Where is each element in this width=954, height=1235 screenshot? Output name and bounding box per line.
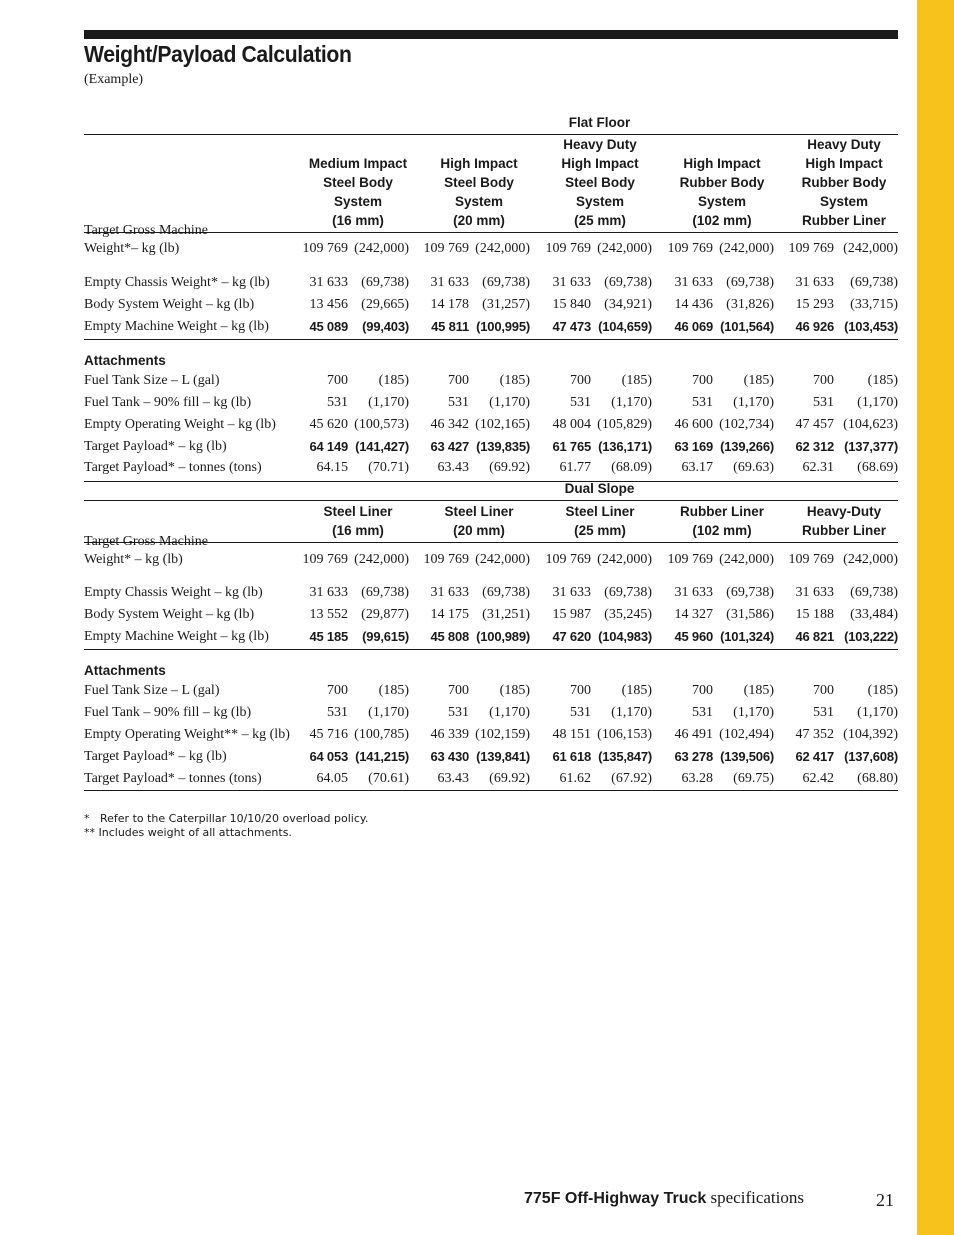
target-gross-weight-col-3-metric: 109 769 — [545, 241, 591, 256]
column-header-line: (25 mm) — [574, 523, 626, 538]
target-gross-weight-label-line2: Weight*– kg (lb) — [84, 241, 180, 256]
target-gross-weight-col-1-metric: 109 769 — [302, 241, 348, 256]
empty-chassis-weight-col-5-metric: 31 633 — [795, 275, 834, 290]
target-payload-tonnes-col-4-metric: 63.17 — [681, 460, 713, 475]
fuel-tank-fill-col-5-metric: 531 — [813, 395, 834, 410]
column-header-line: Heavy-Duty — [806, 504, 882, 519]
page-subtitle: (Example) — [84, 72, 144, 87]
body-system-weight-label: Body System Weight – kg (lb) — [84, 297, 255, 312]
page-title: Weight/Payload Calculation — [84, 41, 352, 67]
empty-machine-weight-col-3-imperial: (104,659) — [598, 319, 652, 334]
fuel-tank-size-col-4-metric: 700 — [692, 373, 713, 388]
column-header-line: (102 mm) — [692, 523, 752, 538]
empty-operating-weight-col-2-metric: 46 339 — [430, 727, 469, 742]
column-header-line: System — [697, 194, 747, 209]
fuel-tank-size-col-4-imperial: (185) — [743, 373, 774, 388]
empty-machine-weight-col-2-imperial: (100,989) — [476, 629, 530, 644]
empty-machine-weight-col-4-imperial: (101,324) — [720, 629, 774, 644]
target-gross-weight-col-1-imperial: (242,000) — [354, 552, 409, 567]
table-bottom-rule — [84, 481, 898, 482]
target-gross-weight-col-2-metric: 109 769 — [423, 241, 469, 256]
fuel-tank-size-col-2-metric: 700 — [448, 373, 469, 388]
column-header-3 — [540, 502, 661, 540]
target-gross-weight-col-1-metric: 109 769 — [302, 552, 348, 567]
target-payload-tonnes-label: Target Payload* – tonnes (tons) — [84, 460, 262, 475]
target-payload-tonnes-col-5-metric: 62.42 — [802, 771, 834, 786]
fuel-tank-size-col-5-metric: 700 — [813, 373, 834, 388]
empty-chassis-weight-col-5-metric: 31 633 — [795, 585, 834, 600]
fuel-tank-fill-col-3-imperial: (1,170) — [611, 705, 652, 720]
empty-operating-weight-col-5-metric: 47 457 — [795, 417, 834, 432]
target-payload-tonnes-col-1-imperial: (70.71) — [368, 460, 409, 475]
column-header-line: High Impact — [683, 156, 761, 171]
target-payload-kg-col-1-imperial: (141,427) — [355, 439, 409, 454]
target-payload-tonnes-col-2-metric: 63.43 — [437, 771, 469, 786]
fuel-tank-fill-row — [84, 395, 898, 417]
target-gross-weight-col-3-metric: 109 769 — [545, 552, 591, 567]
fuel-tank-fill-label: Fuel Tank – 90% fill – kg (lb) — [84, 395, 252, 410]
group-rule — [84, 134, 898, 135]
fuel-tank-size-col-4-imperial: (185) — [743, 683, 774, 698]
column-header-line: System — [819, 194, 869, 209]
empty-operating-weight-col-2-metric: 46 342 — [430, 417, 469, 432]
empty-machine-weight-col-3-imperial: (104,983) — [598, 629, 652, 644]
target-payload-kg-label: Target Payload* – kg (lb) — [84, 749, 227, 764]
empty-operating-weight-row — [84, 727, 898, 749]
target-payload-kg-col-2-imperial: (139,841) — [476, 749, 530, 764]
empty-machine-weight-col-3-metric: 47 473 — [552, 319, 591, 334]
target-payload-kg-col-2-imperial: (139,835) — [476, 439, 530, 454]
fuel-tank-fill-col-5-imperial: (1,170) — [857, 705, 898, 720]
empty-machine-weight-col-1-imperial: (99,615) — [362, 629, 409, 644]
empty-operating-weight-col-3-imperial: (106,153) — [597, 727, 652, 742]
target-payload-kg-col-2-metric: 63 430 — [430, 749, 469, 764]
body-system-weight-col-5-metric: 15 293 — [795, 297, 834, 312]
empty-operating-weight-col-2-imperial: (102,165) — [475, 417, 530, 432]
column-header-line: Rubber Liner — [801, 213, 886, 228]
group-title: Dual Slope — [564, 481, 635, 496]
empty-operating-weight-col-4-imperial: (102,494) — [719, 727, 774, 742]
fuel-tank-size-col-5-imperial: (185) — [867, 683, 898, 698]
column-header-line: (25 mm) — [574, 213, 626, 228]
target-payload-tonnes-label: Target Payload* – tonnes (tons) — [84, 771, 262, 786]
empty-operating-weight-label: Empty Operating Weight** – kg (lb) — [84, 727, 290, 742]
column-header-line: Heavy Duty — [807, 137, 881, 152]
body-system-weight-col-3-metric: 15 840 — [552, 297, 591, 312]
empty-chassis-weight-col-4-metric: 31 633 — [674, 275, 713, 290]
target-gross-weight-col-4-imperial: (242,000) — [719, 241, 774, 256]
target-payload-kg-col-5-imperial: (137,377) — [844, 439, 898, 454]
empty-operating-weight-col-5-imperial: (104,392) — [843, 727, 898, 742]
empty-machine-weight-col-4-metric: 45 960 — [674, 629, 713, 644]
fuel-tank-fill-col-2-imperial: (1,170) — [489, 395, 530, 410]
attachments-title: Attachments — [84, 663, 166, 678]
body-system-weight-col-2-metric: 14 178 — [430, 297, 469, 312]
column-header-4 — [662, 502, 783, 540]
body-system-weight-col-2-imperial: (31,251) — [482, 607, 530, 622]
target-payload-kg-col-1-imperial: (141,215) — [355, 749, 409, 764]
empty-machine-weight-col-5-imperial: (103,222) — [844, 629, 898, 644]
fuel-tank-fill-col-1-metric: 531 — [327, 395, 348, 410]
target-gross-weight-col-1-imperial: (242,000) — [354, 241, 409, 256]
fuel-tank-fill-col-1-metric: 531 — [327, 705, 348, 720]
column-header-line: (20 mm) — [453, 213, 505, 228]
body-system-weight-col-3-imperial: (34,921) — [604, 297, 652, 312]
target-payload-tonnes-col-2-imperial: (69.92) — [489, 460, 530, 475]
fuel-tank-fill-col-4-metric: 531 — [692, 395, 713, 410]
empty-machine-weight-col-1-metric: 45 089 — [309, 319, 348, 334]
body-system-weight-row — [84, 297, 898, 319]
fuel-tank-fill-col-5-metric: 531 — [813, 705, 834, 720]
empty-chassis-weight-col-3-metric: 31 633 — [552, 585, 591, 600]
target-gross-weight-col-5-metric: 109 769 — [788, 241, 834, 256]
empty-operating-weight-col-5-metric: 47 352 — [795, 727, 834, 742]
group-rule — [84, 500, 898, 501]
target-payload-kg-col-3-imperial: (136,171) — [598, 439, 652, 454]
column-header-line: Rubber Liner — [679, 504, 764, 519]
empty-machine-weight-label: Empty Machine Weight – kg (lb) — [84, 629, 269, 644]
target-payload-tonnes-col-1-metric: 64.05 — [316, 771, 348, 786]
fuel-tank-fill-col-3-metric: 531 — [570, 395, 591, 410]
empty-machine-weight-col-4-imperial: (101,564) — [720, 319, 774, 334]
body-system-weight-col-4-metric: 14 327 — [674, 607, 713, 622]
empty-machine-weight-col-5-metric: 46 821 — [795, 629, 834, 644]
column-header-line: (20 mm) — [453, 523, 505, 538]
empty-chassis-weight-col-4-imperial: (69,738) — [726, 275, 774, 290]
column-header-line: (16 mm) — [332, 523, 384, 538]
target-gross-weight-col-2-imperial: (242,000) — [475, 241, 530, 256]
target-gross-weight-col-4-metric: 109 769 — [667, 241, 713, 256]
empty-chassis-weight-col-3-metric: 31 633 — [552, 275, 591, 290]
body-system-weight-col-1-imperial: (29,665) — [361, 297, 409, 312]
empty-chassis-weight-label: Empty Chassis Weight – kg (lb) — [84, 585, 263, 600]
body-system-weight-row — [84, 607, 898, 629]
target-payload-kg-label: Target Payload* – kg (lb) — [84, 439, 227, 454]
empty-operating-weight-row — [84, 417, 898, 439]
target-gross-weight-label-line1: Target Gross Machine — [84, 223, 208, 238]
body-system-weight-col-2-metric: 14 175 — [430, 607, 469, 622]
column-header-5 — [784, 502, 905, 540]
empty-operating-weight-col-1-metric: 45 620 — [309, 417, 348, 432]
empty-chassis-weight-row — [84, 275, 898, 297]
empty-operating-weight-col-4-metric: 46 491 — [674, 727, 713, 742]
fuel-tank-size-col-4-metric: 700 — [692, 683, 713, 698]
empty-machine-weight-col-1-imperial: (99,403) — [362, 319, 409, 334]
target-payload-tonnes-col-2-imperial: (69.92) — [489, 771, 530, 786]
fuel-tank-fill-col-1-imperial: (1,170) — [368, 395, 409, 410]
body-system-weight-col-4-metric: 14 436 — [674, 297, 713, 312]
weights-bottom-rule — [84, 649, 898, 650]
target-gross-weight-label-line2: Weight* – kg (lb) — [84, 552, 183, 567]
target-gross-weight-row — [84, 223, 898, 263]
fuel-tank-size-label: Fuel Tank Size – L (gal) — [84, 683, 220, 698]
empty-machine-weight-row — [84, 319, 898, 341]
body-system-weight-col-1-imperial: (29,877) — [361, 607, 409, 622]
fuel-tank-size-col-2-imperial: (185) — [499, 683, 530, 698]
empty-machine-weight-col-5-imperial: (103,453) — [844, 319, 898, 334]
empty-chassis-weight-col-2-imperial: (69,738) — [482, 585, 530, 600]
fuel-tank-size-col-1-metric: 700 — [327, 683, 348, 698]
fuel-tank-size-col-2-imperial: (185) — [499, 373, 530, 388]
footer-specifications: specifications — [706, 1188, 804, 1207]
body-system-weight-col-5-imperial: (33,715) — [850, 297, 898, 312]
empty-chassis-weight-col-3-imperial: (69,738) — [604, 275, 652, 290]
fuel-tank-fill-col-5-imperial: (1,170) — [857, 395, 898, 410]
target-gross-weight-row — [84, 534, 898, 574]
fuel-tank-size-col-3-imperial: (185) — [621, 683, 652, 698]
empty-chassis-weight-col-1-imperial: (69,738) — [361, 585, 409, 600]
body-system-weight-col-4-imperial: (31,826) — [726, 297, 774, 312]
target-payload-tonnes-col-5-imperial: (68.80) — [857, 771, 898, 786]
empty-operating-weight-col-1-imperial: (100,785) — [354, 727, 409, 742]
empty-machine-weight-col-1-metric: 45 185 — [309, 629, 348, 644]
target-payload-kg-col-3-imperial: (135,847) — [598, 749, 652, 764]
target-gross-weight-col-5-imperial: (242,000) — [843, 241, 898, 256]
target-payload-kg-col-4-metric: 63 169 — [674, 439, 713, 454]
empty-chassis-weight-col-1-metric: 31 633 — [309, 585, 348, 600]
column-header-line: Steel Liner — [323, 504, 393, 519]
fuel-tank-fill-row — [84, 705, 898, 727]
target-gross-weight-col-2-imperial: (242,000) — [475, 552, 530, 567]
target-payload-kg-col-4-imperial: (139,506) — [720, 749, 774, 764]
target-payload-kg-col-1-metric: 64 149 — [309, 439, 348, 454]
target-payload-kg-col-1-metric: 64 053 — [309, 749, 348, 764]
column-header-line: System — [454, 194, 504, 209]
fuel-tank-size-label: Fuel Tank Size – L (gal) — [84, 373, 220, 388]
column-header-line: (16 mm) — [332, 213, 384, 228]
column-header-line: High Impact — [805, 156, 883, 171]
empty-chassis-weight-col-5-imperial: (69,738) — [850, 275, 898, 290]
column-header-line: (102 mm) — [692, 213, 752, 228]
target-payload-kg-col-3-metric: 61 618 — [552, 749, 591, 764]
fuel-tank-fill-col-3-metric: 531 — [570, 705, 591, 720]
target-payload-tonnes-col-3-metric: 61.62 — [559, 771, 591, 786]
footnote-attachments: ** Includes weight of all attachments. — [84, 826, 292, 839]
column-header-line: System — [333, 194, 383, 209]
column-header-2 — [419, 154, 540, 230]
empty-machine-weight-col-3-metric: 47 620 — [552, 629, 591, 644]
target-payload-kg-col-3-metric: 61 765 — [552, 439, 591, 454]
empty-machine-weight-col-2-metric: 45 811 — [431, 319, 469, 334]
empty-operating-weight-col-1-metric: 45 716 — [309, 727, 348, 742]
target-payload-tonnes-col-3-imperial: (68.09) — [611, 460, 652, 475]
table-bottom-rule — [84, 790, 898, 791]
body-system-weight-col-3-metric: 15 987 — [552, 607, 591, 622]
target-payload-tonnes-col-4-metric: 63.28 — [681, 771, 713, 786]
target-gross-weight-col-5-metric: 109 769 — [788, 552, 834, 567]
group-title: Flat Floor — [568, 115, 631, 130]
empty-machine-weight-col-5-metric: 46 926 — [795, 319, 834, 334]
empty-chassis-weight-col-1-metric: 31 633 — [309, 275, 348, 290]
footer-title — [524, 1188, 804, 1208]
column-header-line: High Impact — [561, 156, 639, 171]
body-system-weight-col-5-metric: 15 188 — [795, 607, 834, 622]
footnote-overload: * Refer to the Caterpillar 10/10/20 overload policy. — [84, 812, 369, 825]
column-header-line: High Impact — [440, 156, 518, 171]
empty-machine-weight-label: Empty Machine Weight – kg (lb) — [84, 319, 269, 334]
empty-operating-weight-col-5-imperial: (104,623) — [843, 417, 898, 432]
attachments-title: Attachments — [84, 353, 166, 368]
target-payload-kg-col-5-metric: 62 417 — [795, 749, 834, 764]
body-system-weight-col-3-imperial: (35,245) — [604, 607, 652, 622]
target-payload-kg-col-4-metric: 63 278 — [674, 749, 713, 764]
target-payload-tonnes-col-5-imperial: (68.69) — [857, 460, 898, 475]
empty-machine-weight-col-4-metric: 46 069 — [674, 319, 713, 334]
column-header-line: Steel Liner — [565, 504, 635, 519]
fuel-tank-size-col-1-metric: 700 — [327, 373, 348, 388]
column-header-line: Steel Body — [323, 175, 393, 190]
column-header-2 — [419, 502, 540, 540]
page-number: 21 — [876, 1190, 894, 1210]
column-header-line: Steel Body — [565, 175, 635, 190]
yellow-edge-bar — [917, 0, 954, 1235]
body-system-weight-col-4-imperial: (31,586) — [726, 607, 774, 622]
empty-chassis-weight-col-4-imperial: (69,738) — [726, 585, 774, 600]
fuel-tank-size-col-5-metric: 700 — [813, 683, 834, 698]
target-payload-kg-col-5-imperial: (137,608) — [844, 749, 898, 764]
column-header-line: Rubber Body — [679, 175, 765, 190]
fuel-tank-size-col-1-imperial: (185) — [378, 683, 409, 698]
empty-operating-weight-col-3-imperial: (105,829) — [597, 417, 652, 432]
fuel-tank-size-col-3-metric: 700 — [570, 373, 591, 388]
fuel-tank-fill-col-2-imperial: (1,170) — [489, 705, 530, 720]
target-payload-tonnes-col-1-metric: 64.15 — [316, 460, 348, 475]
fuel-tank-size-row — [84, 373, 898, 395]
target-payload-kg-col-5-metric: 62 312 — [795, 439, 834, 454]
empty-chassis-weight-col-4-metric: 31 633 — [674, 585, 713, 600]
target-payload-kg-row — [84, 749, 898, 771]
empty-machine-weight-col-2-imperial: (100,995) — [476, 319, 530, 334]
fuel-tank-fill-col-4-metric: 531 — [692, 705, 713, 720]
empty-chassis-weight-col-2-metric: 31 633 — [430, 275, 469, 290]
header-rule — [84, 30, 898, 39]
target-payload-tonnes-col-4-imperial: (69.75) — [733, 771, 774, 786]
target-payload-kg-row — [84, 439, 898, 461]
column-header-1 — [298, 154, 419, 230]
empty-operating-weight-col-4-imperial: (102,734) — [719, 417, 774, 432]
target-payload-tonnes-col-3-metric: 61.77 — [559, 460, 591, 475]
empty-chassis-weight-col-3-imperial: (69,738) — [604, 585, 652, 600]
target-payload-tonnes-col-2-metric: 63.43 — [437, 460, 469, 475]
fuel-tank-size-col-5-imperial: (185) — [867, 373, 898, 388]
column-header-line: Rubber Body — [801, 175, 887, 190]
weights-bottom-rule — [84, 339, 898, 340]
target-payload-tonnes-col-5-metric: 62.31 — [802, 460, 834, 475]
empty-chassis-weight-col-2-metric: 31 633 — [430, 585, 469, 600]
target-payload-tonnes-row — [84, 460, 898, 482]
body-system-weight-col-2-imperial: (31,257) — [482, 297, 530, 312]
target-gross-weight-col-5-imperial: (242,000) — [843, 552, 898, 567]
empty-machine-weight-col-2-metric: 45 808 — [430, 629, 469, 644]
fuel-tank-fill-col-2-metric: 531 — [448, 705, 469, 720]
body-system-weight-col-1-metric: 13 456 — [309, 297, 348, 312]
body-system-weight-col-1-metric: 13 552 — [309, 607, 348, 622]
target-gross-weight-col-2-metric: 109 769 — [423, 552, 469, 567]
fuel-tank-fill-col-4-imperial: (1,170) — [733, 395, 774, 410]
target-payload-tonnes-col-1-imperial: (70.61) — [368, 771, 409, 786]
column-header-1 — [298, 502, 419, 540]
target-payload-kg-col-2-metric: 63 427 — [430, 439, 469, 454]
target-gross-weight-col-4-metric: 109 769 — [667, 552, 713, 567]
fuel-tank-size-col-2-metric: 700 — [448, 683, 469, 698]
fuel-tank-size-col-1-imperial: (185) — [378, 373, 409, 388]
target-payload-tonnes-col-3-imperial: (67.92) — [611, 771, 652, 786]
column-header-line: Steel Liner — [444, 504, 514, 519]
column-header-line: Medium Impact — [308, 156, 408, 171]
empty-machine-weight-row — [84, 629, 898, 651]
target-gross-weight-label-line1: Target Gross Machine — [84, 534, 208, 549]
fuel-tank-size-col-3-metric: 700 — [570, 683, 591, 698]
fuel-tank-size-col-3-imperial: (185) — [621, 373, 652, 388]
empty-operating-weight-col-3-metric: 48 004 — [552, 417, 591, 432]
column-header-line: System — [575, 194, 625, 209]
fuel-tank-size-row — [84, 683, 898, 705]
column-header-line: Steel Body — [444, 175, 514, 190]
empty-operating-weight-col-1-imperial: (100,573) — [354, 417, 409, 432]
column-header-5 — [784, 135, 905, 230]
column-header-3 — [540, 135, 661, 230]
body-system-weight-col-5-imperial: (33,484) — [850, 607, 898, 622]
column-header-line: Heavy Duty — [563, 137, 637, 152]
empty-chassis-weight-col-5-imperial: (69,738) — [850, 585, 898, 600]
empty-operating-weight-col-4-metric: 46 600 — [674, 417, 713, 432]
empty-chassis-weight-col-1-imperial: (69,738) — [361, 275, 409, 290]
body-system-weight-label: Body System Weight – kg (lb) — [84, 607, 255, 622]
target-gross-weight-col-3-imperial: (242,000) — [597, 241, 652, 256]
target-payload-kg-col-4-imperial: (139,266) — [720, 439, 774, 454]
target-gross-weight-col-3-imperial: (242,000) — [597, 552, 652, 567]
empty-operating-weight-col-2-imperial: (102,159) — [475, 727, 530, 742]
target-gross-weight-col-4-imperial: (242,000) — [719, 552, 774, 567]
empty-operating-weight-label: Empty Operating Weight – kg (lb) — [84, 417, 276, 432]
empty-chassis-weight-row — [84, 585, 898, 607]
fuel-tank-fill-label: Fuel Tank – 90% fill – kg (lb) — [84, 705, 252, 720]
fuel-tank-fill-col-1-imperial: (1,170) — [368, 705, 409, 720]
target-payload-tonnes-col-4-imperial: (69.63) — [733, 460, 774, 475]
fuel-tank-fill-col-2-metric: 531 — [448, 395, 469, 410]
column-header-line: Rubber Liner — [801, 523, 886, 538]
empty-chassis-weight-col-2-imperial: (69,738) — [482, 275, 530, 290]
fuel-tank-fill-col-4-imperial: (1,170) — [733, 705, 774, 720]
column-header-4 — [662, 154, 783, 230]
empty-chassis-weight-label: Empty Chassis Weight* – kg (lb) — [84, 275, 270, 290]
footer-model: 775F Off-Highway Truck — [524, 1190, 707, 1207]
fuel-tank-fill-col-3-imperial: (1,170) — [611, 395, 652, 410]
empty-operating-weight-col-3-metric: 48 151 — [552, 727, 591, 742]
